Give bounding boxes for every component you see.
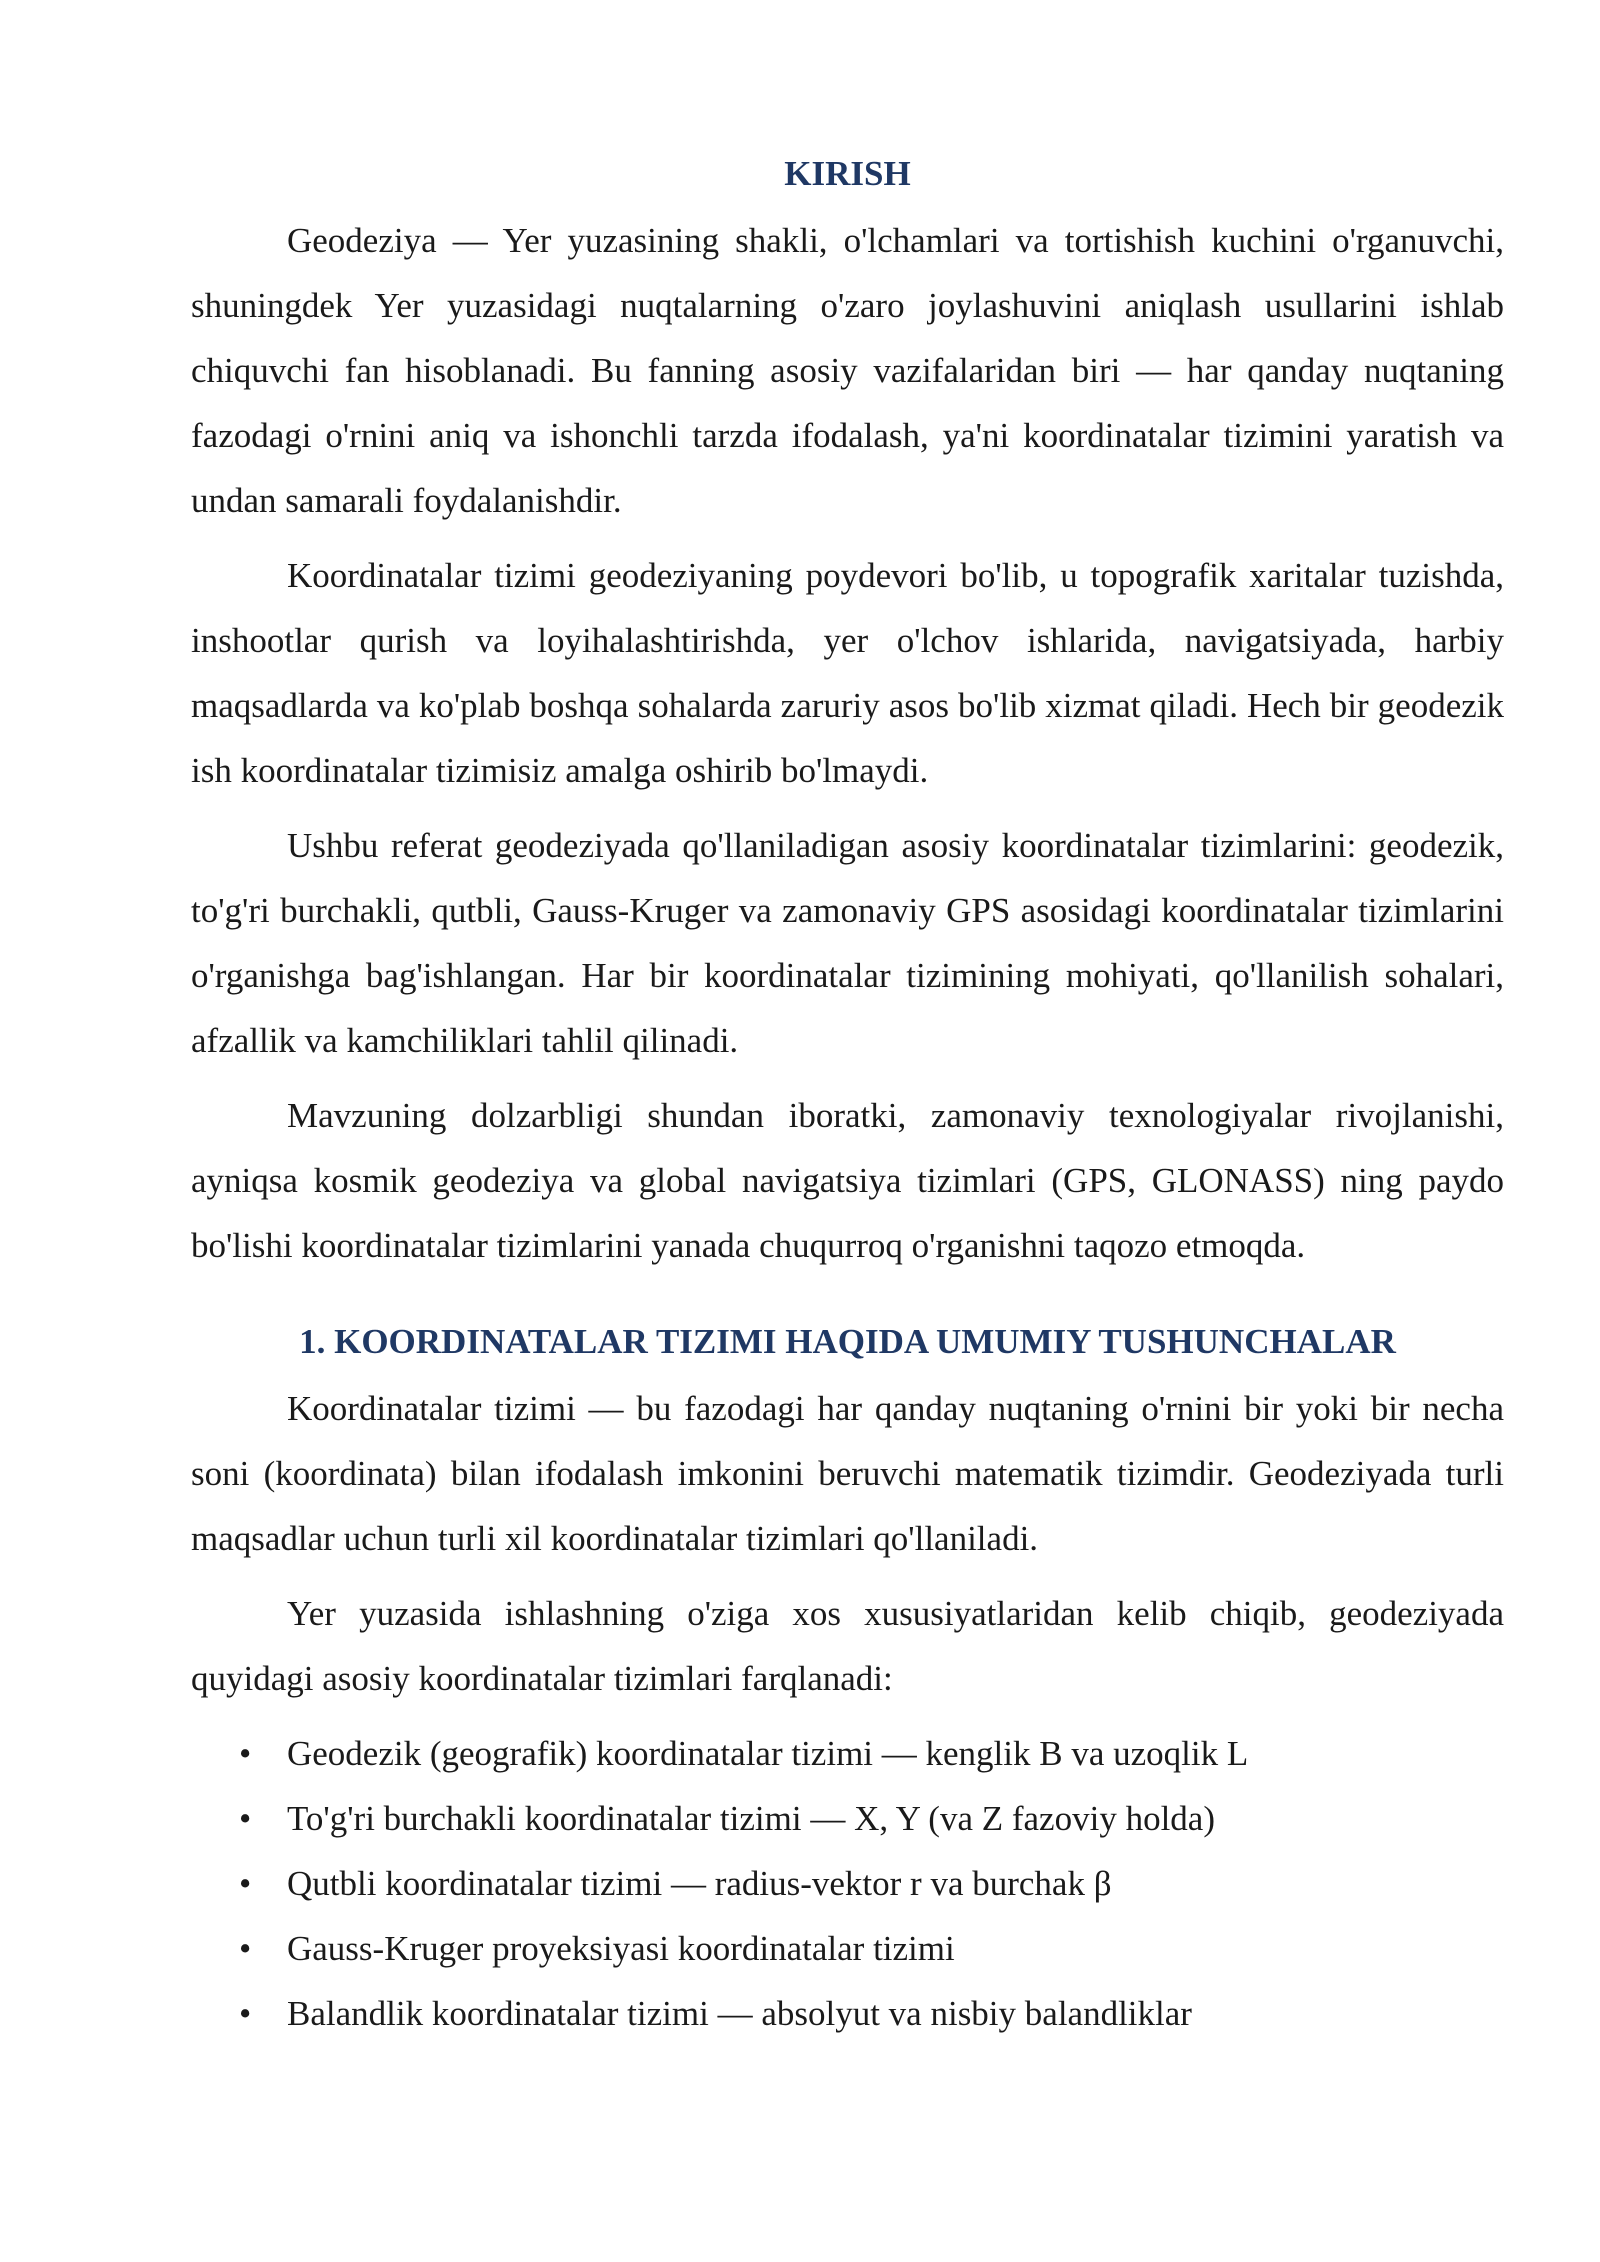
intro-paragraph-3: Ushbu referat geodeziyada qo'llaniladigan asosiy koordinatalar tizimlarini: geodezik, to'g'ri burchakli, qutbli, Gauss-Kruger va zamonaviy GPS asosidagi koordinatalar tizimlarini o'rganishga bag'ishlangan. Har bir koordinatalar tizimining mohiyati, qo'llanilish sohalari, afzallik va kamchiliklari tahlil qilinadi.	[191, 826, 1504, 1060]
section-1-paragraph-2: Yer yuzasida ishlashning o'ziga xos xususiyatlaridan kelib chiqib, geodeziyada quyidagi asosiy koordinatalar tizimlari farqlanadi:	[191, 1594, 1504, 1698]
list-item	[191, 1916, 1504, 1981]
bullet-icon: •	[239, 1734, 252, 1773]
intro-paragraph-1: Geodeziya — Yer yuzasining shakli, o'lchamlari va tortishish kuchini o'rganuvchi, shuningdek Yer yuzasidagi nuqtalarning o'zaro joylashuvini aniqlash usullarini ishlab chiquvchi fan hisoblanadi. Bu fanning asosiy vazifalaridan biri — har qanday nuqtaning fazodagi o'rnini aniq va ishonchli tarzda ifodalash, ya'ni koordinatalar tizimini yaratish va undan samarali foydalanishdir.	[191, 221, 1504, 520]
list-item-text: Gauss-Kruger proyeksiyasi koordinatalar tizimi	[287, 1929, 955, 1968]
intro-paragraph-2: Koordinatalar tizimi geodeziyaning poydevori bo'lib, u topografik xaritalar tuzishda, inshootlar qurish va loyihalashtirishda, yer o'lchov ishlarida, navigatsiyada, harbiy maqsadlarda va ko'plab boshqa sohalarda zaruriy asos bo'lib xizmat qiladi. Hech bir geodezik ish koordinatalar tizimisiz amalga oshirib bo'lmaydi.	[191, 556, 1504, 790]
bullet-icon: •	[239, 1864, 252, 1903]
coordinate-systems-list	[191, 1721, 1504, 2046]
list-item	[191, 1981, 1504, 2046]
list-item	[191, 1721, 1504, 1786]
list-item-text: To'g'ri burchakli koordinatalar tizimi — X, Y (va Z fazoviy holda)	[287, 1799, 1215, 1838]
list-item-text: Balandlik koordinatalar tizimi — absolyut va nisbiy balandliklar	[287, 1994, 1192, 2033]
section-1-title: 1. KOORDINATALAR TIZIMI HAQIDA UMUMIY TUSHUNCHALAR	[299, 1322, 1396, 1361]
list-item-text: Geodezik (geografik) koordinatalar tizimi — kenglik B va uzoqlik L	[287, 1734, 1249, 1773]
bullet-icon: •	[239, 1929, 252, 1968]
section-1-paragraph-1: Koordinatalar tizimi — bu fazodagi har qanday nuqtaning o'rnini bir yoki bir necha soni (koordinata) bilan ifodalash imkonini beruvchi matematik tizimdir. Geodeziyada turli maqsadlar uchun turli xil koordinatalar tizimlari qo'llaniladi.	[191, 1389, 1504, 1558]
document-page	[191, 146, 1504, 2046]
intro-paragraph-4: Mavzuning dolzarbligi shundan iboratki, zamonaviy texnologiyalar rivojlanishi, ayniqsa kosmik geodeziya va global navigatsiya tizimlari (GPS, GLONASS) ning paydo bo'lishi koordinatalar tizimlarini yanada chuqurroq o'rganishni taqozo etmoqda.	[191, 1096, 1504, 1265]
bullet-icon: •	[239, 1994, 252, 2033]
intro-title: KIRISH	[784, 154, 911, 193]
bullet-icon: •	[239, 1799, 252, 1838]
list-item	[191, 1786, 1504, 1851]
list-item-text: Qutbli koordinatalar tizimi — radius-vektor r va burchak β	[287, 1864, 1112, 1903]
list-item	[191, 1851, 1504, 1916]
